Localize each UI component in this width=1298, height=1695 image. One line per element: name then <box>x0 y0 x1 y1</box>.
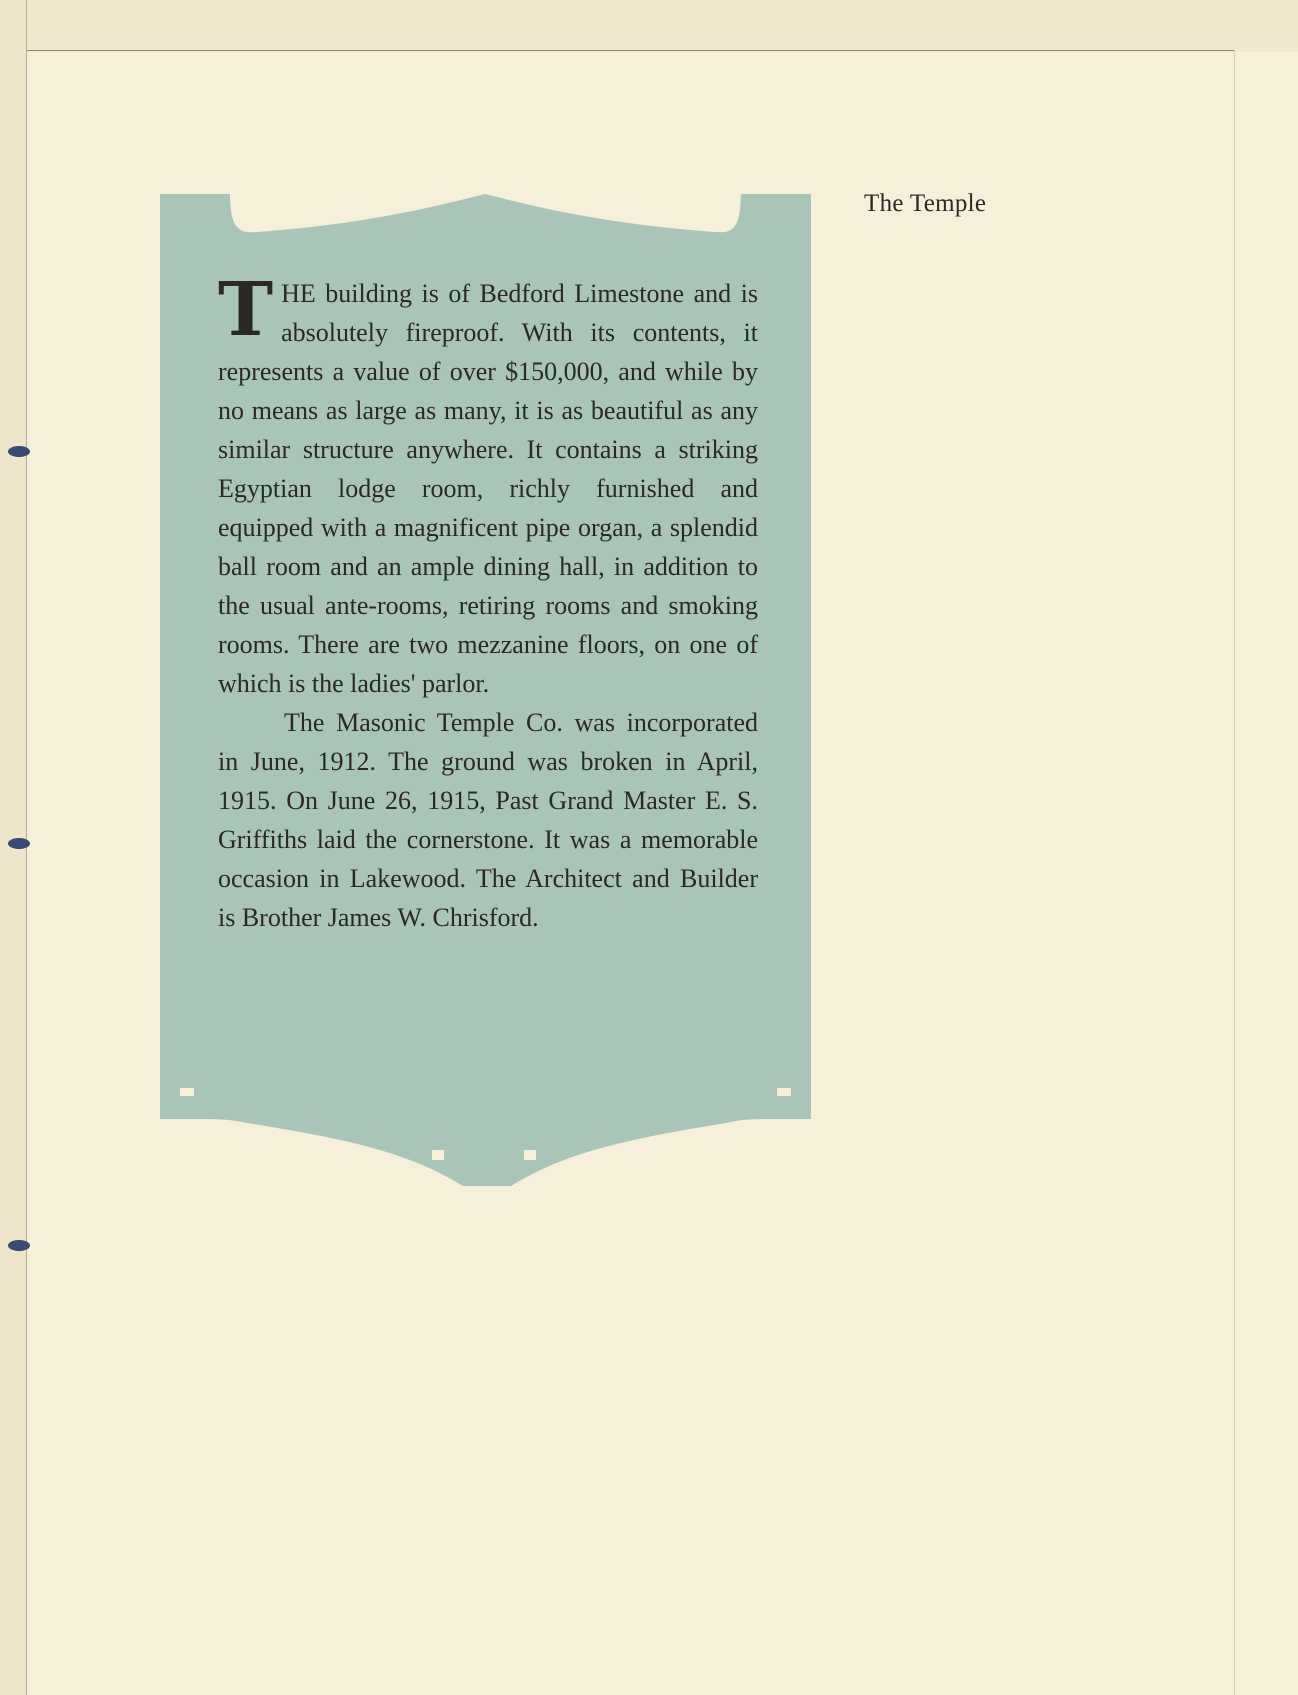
paragraph-1 <box>218 267 758 703</box>
binding-hole-top <box>8 446 30 457</box>
running-head: The Temple <box>864 190 987 217</box>
drop-cap: T <box>218 267 274 353</box>
page-fold-line <box>24 50 1234 51</box>
panel-notch <box>432 1150 444 1160</box>
page-edge <box>1234 50 1235 1695</box>
binding-hole-bottom <box>8 1240 30 1251</box>
panel-notch <box>777 1088 791 1096</box>
binding-hole-middle <box>8 838 30 849</box>
text-panel <box>160 194 811 1186</box>
panel-notch <box>180 1088 194 1096</box>
paragraph-2: The Masonic Temple Co. was incorporated in June, 1912. The ground was broken in April, 1915. On June 26, 1915, Past Grand Master E. S. Griffiths laid the cornerstone. It was a memorable occasion in Lakewood. The Architect and Builder is Brother James W. Chrisford. <box>218 708 758 932</box>
top-margin-band <box>0 0 1298 52</box>
panel-notch <box>524 1150 536 1160</box>
article-body <box>218 267 758 937</box>
paragraph-1-text: HE building is of Bedford Limestone and is absolutely fireproof. With its contents, it represents a value of over $150,000, and while by no means as large as many, it is as beautiful as any similar structure anywhere. It contains a striking Egyptian lodge room, richly furnished and equipped with a magnificent pipe organ, a splendid ball room and an ample dining hall, in addition to the usual ante-rooms, retiring rooms and smoking rooms. There are two mezzanine floors, on one of which is the ladies' parlor. <box>218 279 758 698</box>
